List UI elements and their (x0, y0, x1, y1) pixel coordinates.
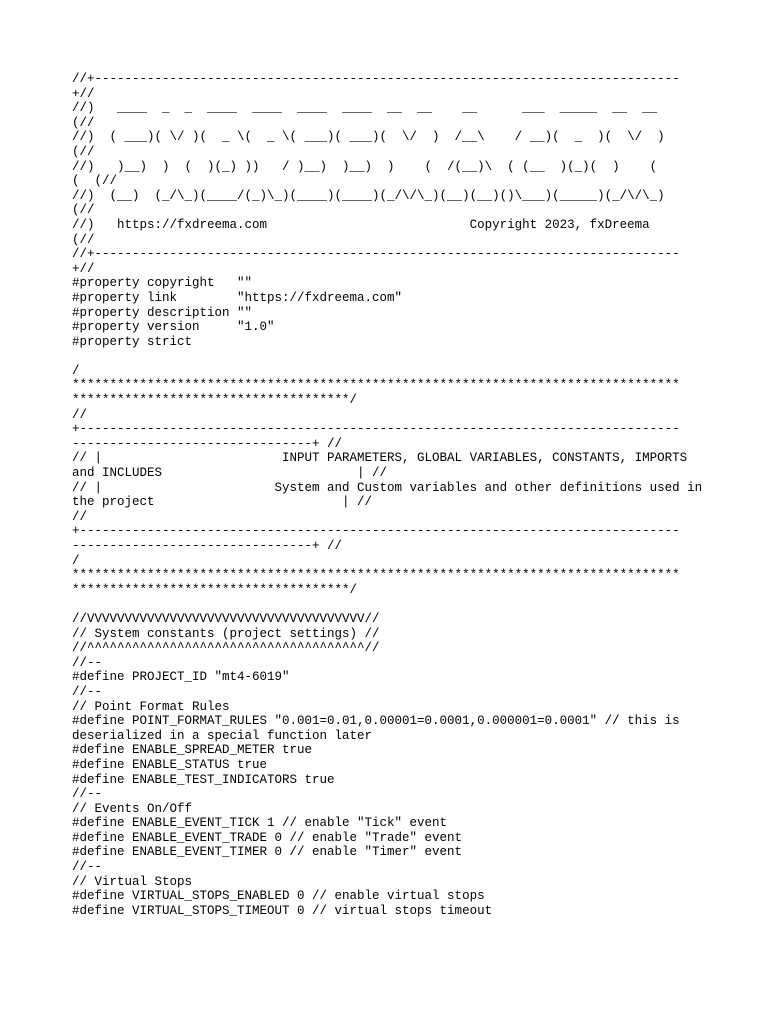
code-line (72, 349, 706, 364)
code-line: (// (72, 115, 95, 130)
code-line: #define ENABLE_STATUS true (72, 757, 268, 772)
code-line: --------------------------------+ // (72, 539, 343, 553)
code-line: ( (// (72, 174, 118, 189)
code-line: //) ____ _ _ ____ ____ ____ ____ __ __ __ ___ _____ __ __ (72, 101, 658, 116)
code-line: the project | // (72, 495, 373, 510)
code-line: and INCLUDES | // (72, 466, 388, 481)
code-document (72, 72, 706, 918)
code-line: #property version "1.0" (72, 320, 275, 335)
code-line: +// (72, 86, 95, 101)
code-line: //-- (72, 684, 103, 699)
code-line: #define ENABLE_EVENT_TRADE 0 // enable "Trade" event (72, 830, 463, 845)
code-line: *************************************/ (72, 393, 358, 408)
code-line: //^^^^^^^^^^^^^^^^^^^^^^^^^^^^^^^^^^^^^// (72, 641, 380, 656)
code-line: #define VIRTUAL_STOPS_TIMEOUT 0 // virtual stops timeout (72, 903, 493, 918)
code-line: #define ENABLE_SPREAD_METER true (72, 743, 313, 758)
code-line: //) )__) ) ( )(_) )) / )__) )__) ) ( /(__)\ ( (__ )(_)( ) ( (72, 159, 658, 174)
code-line: //+------------------------------------------------------------------------------ (72, 247, 680, 262)
code-line (72, 597, 706, 612)
code-line: / (72, 553, 80, 568)
code-line: #property link "https://fxdreema.com" (72, 290, 403, 305)
code-line: deserialized in a special function later (72, 728, 373, 743)
code-line: // Point Format Rules (72, 699, 230, 714)
code-line: (// (72, 203, 95, 218)
code-line: //) (__) (_/\_)(____/(_)\_)(____)(____)(_/\/\_)(__)(__)()\___)(_____)(_/\/\_) (72, 188, 665, 203)
code-line: #define PROJECT_ID "mt4-6019" (72, 670, 290, 685)
code-line: #property copyright "" (72, 276, 253, 291)
code-line: #define ENABLE_EVENT_TIMER 0 // enable "Timer" event (72, 845, 463, 860)
code-line: // System constants (project settings) // (72, 626, 380, 641)
code-line: //-- (72, 655, 103, 670)
code-line: #property strict (72, 334, 193, 349)
code-line: ********************************************************************************* (72, 568, 680, 583)
code-line: #define POINT_FORMAT_RULES "0.001=0.01,0.00001=0.0001,0.000001=0.0001" // this is (72, 714, 680, 729)
code-line: // Events On/Off (72, 801, 193, 816)
code-line: // (72, 509, 88, 524)
code-line: // Virtual Stops (72, 874, 193, 889)
code-line: //-- (72, 860, 103, 875)
code-line: #define ENABLE_EVENT_TICK 1 // enable "Tick" event (72, 816, 448, 831)
code-line: //+------------------------------------------------------------------------------ (72, 72, 680, 86)
code-line: #property description "" (72, 305, 253, 320)
code-line: // | INPUT PARAMETERS, GLOBAL VARIABLES, CONSTANTS, IMPORTS (72, 451, 688, 466)
code-line: +// (72, 261, 95, 276)
code-line: //VVVVVVVVVVVVVVVVVVVVVVVVVVVVVVVVVVVVV// (72, 611, 380, 626)
code-line: //) https://fxdreema.com Copyright 2023, fxDreema (72, 217, 650, 232)
code-line: --------------------------------+ // (72, 436, 343, 451)
code-line: //-- (72, 787, 103, 802)
code-line: (// (72, 232, 95, 247)
code-line: // | System and Custom variables and other definitions used in (72, 480, 703, 495)
code-line: //) ( ___)( \/ )( _ \( _ \( ___)( ___)( \/ ) /__\ / __)( _ )( \/ ) (72, 130, 665, 145)
code-line: *************************************/ (72, 582, 358, 597)
code-line: // (72, 407, 88, 422)
code-line: #define ENABLE_TEST_INDICATORS true (72, 772, 335, 787)
code-line: ********************************************************************************* (72, 378, 680, 393)
code-line: / (72, 363, 80, 378)
code-line: +-------------------------------------------------------------------------------- (72, 422, 680, 437)
code-line: #define VIRTUAL_STOPS_ENABLED 0 // enable virtual stops (72, 889, 485, 904)
code-line: +-------------------------------------------------------------------------------- (72, 524, 680, 539)
code-line: (// (72, 144, 95, 159)
